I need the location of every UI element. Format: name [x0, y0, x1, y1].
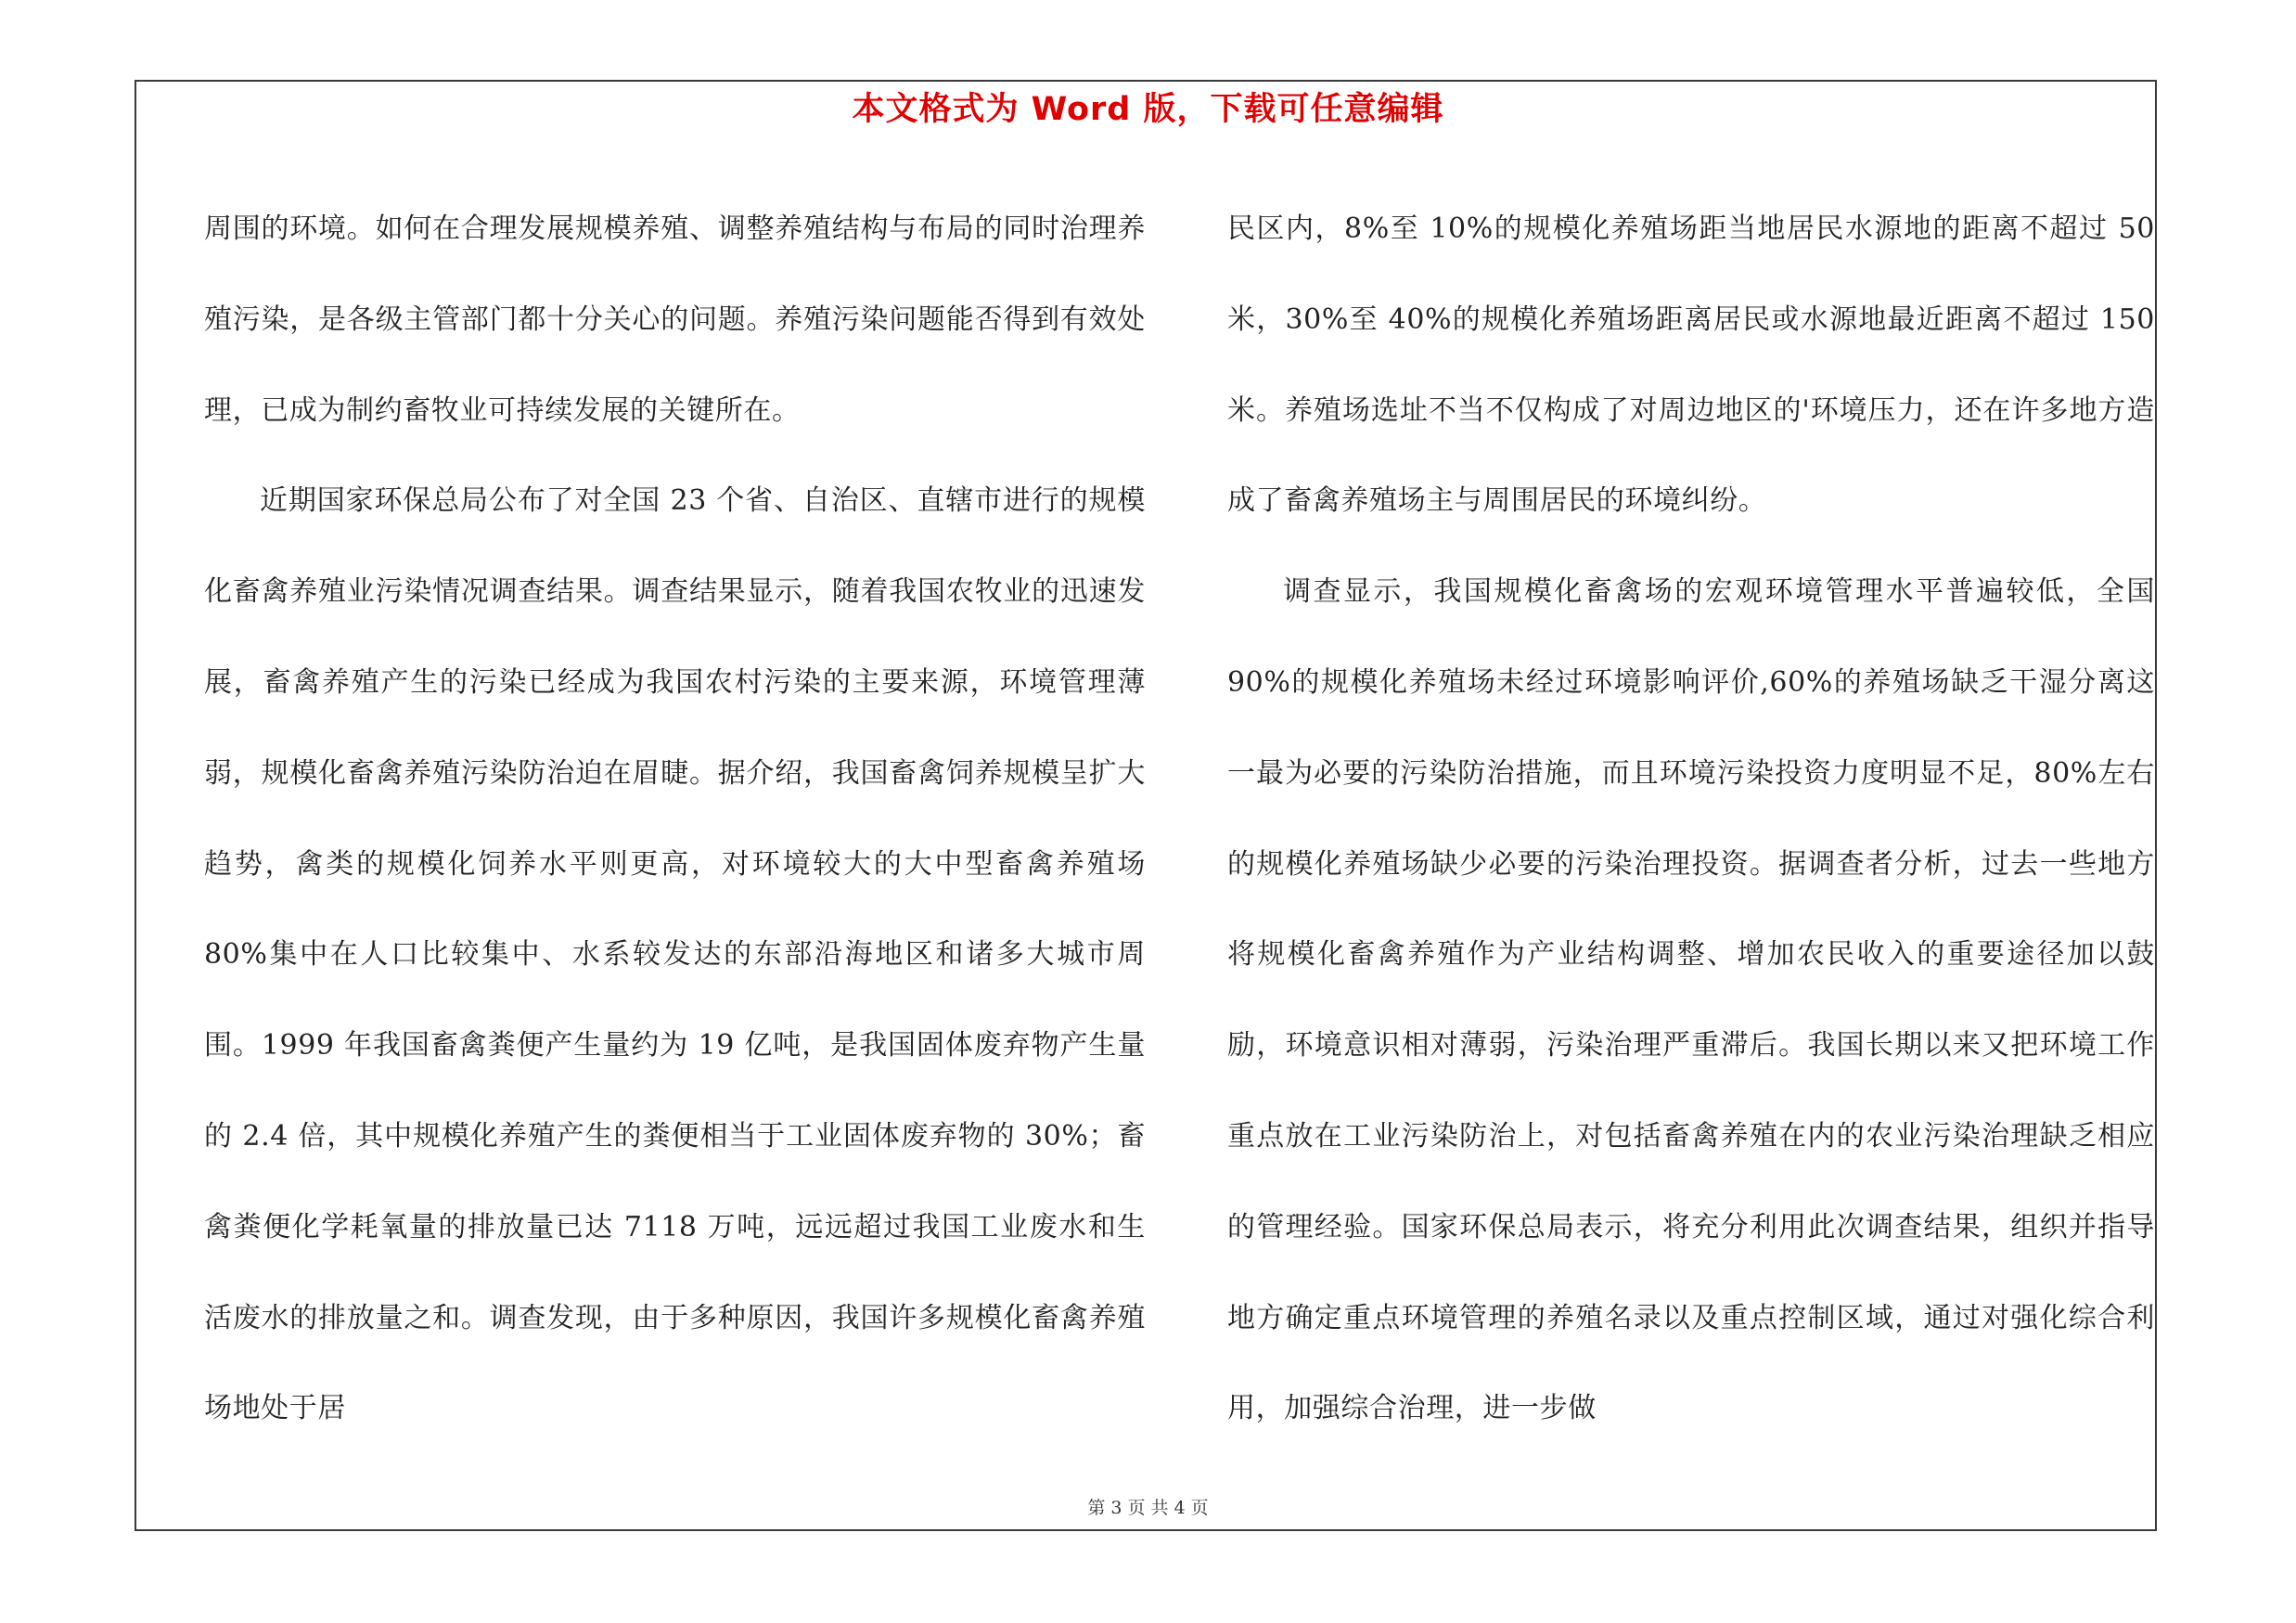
left-paragraph-2: 近期国家环保总局公布了对全国 23 个省、自治区、直辖市进行的规模化畜禽养殖业污染情况调查结果。调查结果显示，随着我国农牧业的迅速发展，畜禽养殖产生的污染已经成为我国农村污染的主要来源，环境管理薄弱，规模化畜禽养殖污染防治迫在眉睫。据介绍，我国畜禽饲养规模呈扩大趋势，禽类的规模化饲养水平则更高，对环境较大的大中型畜禽养殖场 80%集中在人口比较集中、水系较发达的东部沿海地区和诸多大城市周围。1999 年我国畜禽粪便产生量约为 19 亿吨，是我国固体废弃物产生量的 2.4 倍，其中规模化养殖产生的粪便相当于工业固体废弃物的 30%；畜禽粪便化学耗氧量的排放量已达 7118 万吨，远远超过我国工业废水和生活废水的排放量之和。调查发现，由于多种原因，我国许多规模化畜禽养殖场地处于居 [204, 484, 1146, 1425]
left-paragraph-1: 周围的环境。如何在合理发展规模养殖、调整养殖结构与布局的同时治理养殖污染，是各级主管部门都十分关心的问题。养殖污染问题能否得到有效处理，已成为制约畜牧业可持续发展的关键所在。 [204, 213, 1146, 427]
right-text-column [1227, 184, 2155, 1454]
right-paragraph-1: 民区内，8%至 10%的规模化养殖场距当地居民水源地的距离不超过 50 米，30%至 40%的规模化养殖场距离居民或水源地最近距离不超过 150 米。养殖场选址不当不仅构成了对周边地区的'环境压力，还在许多地方造成了畜禽养殖场主与周围居民的环境纠纷。 [1227, 213, 2155, 518]
format-notice-banner: 本文格式为 Word 版，下载可任意编辑 [852, 91, 1444, 128]
page-number-footer: 第 3 页 共 4 页 [1087, 1498, 1209, 1518]
right-paragraph-2: 调查显示，我国规模化畜禽场的宏观环境管理水平普遍较低，全国 90%的规模化养殖场未经过环境影响评价,60%的养殖场缺乏干湿分离这一最为必要的污染防治措施，而且环境污染投资力度明显不足，80%左右的规模化养殖场缺少必要的污染治理投资。据调查者分析，过去一些地方将规模化畜禽养殖作为产业结构调整、增加农民收入的重要途径加以鼓励，环境意识相对薄弱，污染治理严重滞后。我国长期以来又把环境工作重点放在工业污染防治上，对包括畜禽养殖在内的农业污染治理缺乏相应的管理经验。国家环保总局表示，将充分利用此次调查结果，组织并指导地方确定重点环境管理的养殖名录以及重点控制区域，通过对强化综合利用，加强综合治理，进一步做 [1227, 575, 2155, 1425]
left-text-column [204, 184, 1146, 1454]
